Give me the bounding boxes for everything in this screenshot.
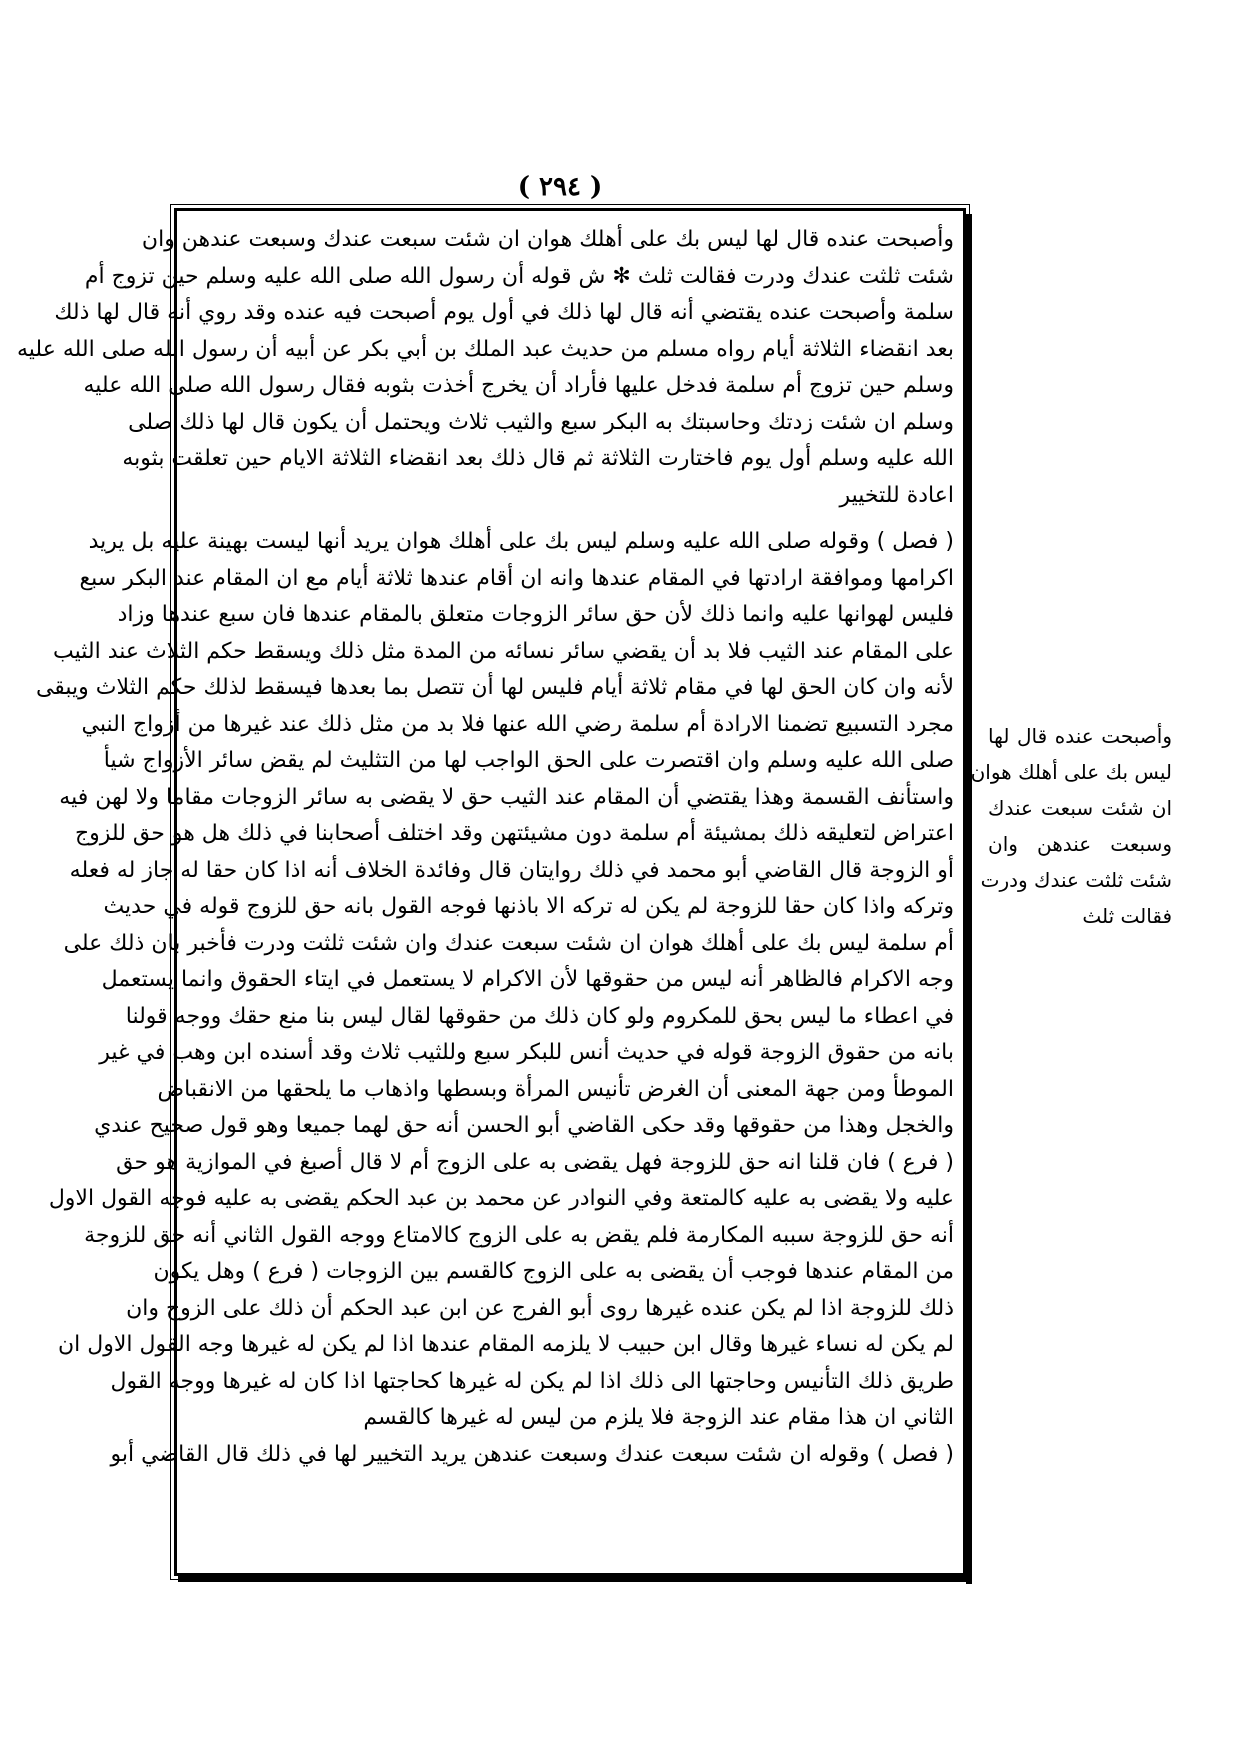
text-line: والخجل وهذا من حقوقها وقد حكى القاضي أبو الحسن أنه حق لهما جميعا وهو قول صحيح عندي [94, 1113, 954, 1138]
text-line: اعادة للتخيير [839, 482, 954, 508]
text-line: ( فرع ) فان قلنا انه حق للزوجة فهل يقضى به على الزوج أم لا قال أصبغ في الموازية هو حق [116, 1149, 954, 1175]
text-line: اعتراض لتعليقه ذلك بمشيئة أم سلمة دون مشيئتهن وقد اختلف أصحابنا في ذلك هل هو حق للزوج [74, 821, 954, 846]
text-line: وسلم حين تزوج أم سلمة فدخل عليها فأراد أن يخرج أخذت بثوبه فقال رسول الله صلى الله عليه [83, 373, 954, 398]
text-line: أنه حق للزوجة سببه المكارمة فلم يقض به على الزوج كالامتاع ووجه القول الثاني أنه حق للزوجة [84, 1222, 954, 1248]
text-line: الله عليه وسلم أول يوم فاختارت الثلاثة ثم قال ذلك بعد انقضاء الثلاثة الايام حين تعلقت بثوبه [122, 446, 954, 471]
text-line: وجه الاكرام فالظاهر أنه ليس من حقوقها لأن الاكرام لا يستعمل في ايتاء الحقوق وانما يستعمل [101, 967, 954, 992]
margin-line: وسبعت عندهن وان [988, 832, 1172, 856]
text-line: اكرامها وموافقة ارادتها في المقام عندها وانه ان أقام عندها ثلاثة أيام مع ان المقام عند البكر سبع [79, 565, 954, 591]
text-line: ذلك للزوجة اذا لم يكن عنده غيرها روى أبو الفرج عن ابن عبد الحكم أن ذلك على الزوج وان [126, 1295, 954, 1321]
text-line: أم سلمة ليس بك على أهلك هوان ان شئت سبعت عندك وان شئت ثلثت ودرت فأخبر بان ذلك على [63, 930, 954, 956]
text-line: وأصبحت عنده قال لها ليس بك على أهلك هوان ان شئت سبعت عندك وسبعت عندهن وان [141, 227, 954, 252]
text-line: صلى الله عليه وسلم وان اقتصرت على الحق الواجب لها من التثليث لم يقض سائر الأزواج شيأ [103, 748, 954, 773]
text-line: لأنه وان كان الحق لها في مقام ثلاثة أيام فليس لها أن تتصل بما بعدها فيسقط لذلك حكم الثلاث ويبقى [35, 675, 954, 700]
text-line: من المقام عندها فوجب أن يقضى به على الزوج كالقسم بين الزوجات ( فرع ) وهل يكون [153, 1259, 954, 1284]
text-line: بانه من حقوق الزوجة قوله في حديث أنس للبكر سبع وللثيب ثلاث وقد أسنده ابن وهب في غير [99, 1040, 954, 1065]
text-line: شئت ثلثت عندك ودرت فقالت ثلث ✻ ش قوله أن رسول الله صلى الله عليه وسلم حين تزوج أم [84, 263, 954, 289]
text-line: الثاني ان هذا مقام عند الزوجة فلا يلزم من ليس له غيرها كالقسم [363, 1405, 954, 1430]
text-line: في اعطاء ما ليس بحق للمكروم ولو كان ذلك من حقوقها لقال ليس بنا منع حقك ووجه قولنا [125, 1003, 954, 1029]
margin-line: شئت ثلثت عندك ودرت [980, 868, 1172, 892]
commentary-block-2 [35, 524, 954, 1437]
paragraph-gap [186, 514, 954, 524]
text-line: لم يكن له نساء غيرها وقال ابن حبيب لا يلزمه المقام عندها اذا لم يكن له غيرها وجه القول الاول ان [58, 1332, 954, 1357]
text-line: سلمة وأصبحت عنده يقتضي أنه قال لها ذلك في أول يوم أصبحت فيه عنده وقد روي أنه قال لها ذلك [54, 300, 954, 325]
text-line: وتركه واذا كان حقا للزوجة لم يكن له تركه الا باذنها فوجه القول بانه حق للزوج قوله في حديث [103, 894, 954, 919]
text-line: فليس لهوانها عليه وانما ذلك لأن حق سائر الزوجات متعلق بالمقام عندها فان سبع عندها وزاد [117, 602, 954, 627]
margin-line: ان شئت سبعت عندك [988, 796, 1172, 820]
frame-shadow-bottom [178, 1576, 972, 1582]
frame-shadow-right [966, 214, 972, 1584]
text-line: طريق ذلك التأنيس وحاجتها الى ذلك اذا لم يكن له غيرها كحاجتها اذا كان له غيرها ووجه القول [110, 1368, 954, 1394]
main-text-body [17, 222, 954, 1473]
text-line: وسلم ان شئت زدتك وحاسبتك به البكر سبع والثيب ثلاث ويحتمل أن يكون قال لها ذلك صلى [128, 409, 954, 435]
margin-line: وأصبحت عنده قال لها [988, 724, 1172, 748]
margin-line: ليس بك على أهلك هوان [970, 760, 1172, 784]
text-line: ( فصل ) وقوله صلى الله عليه وسلم ليس بك على أهلك هوان يريد أنها ليست بهينة عليه بل يريد [88, 529, 954, 554]
commentary-block-1 [17, 222, 954, 514]
commentary-block-3 [110, 1437, 954, 1474]
text-line: عليه ولا يقضى به عليه كالمتعة وفي النوادر عن محمد بن عبد الحكم يقضى به عليه فوجه القول الاول [48, 1186, 954, 1211]
text-line: واستأنف القسمة وهذا يقتضي أن المقام عند الثيب حق لا يقضى به سائر الزوجات مقاما ولا لهن فيه [59, 784, 954, 810]
text-line: أو الزوجة قال القاضي أبو محمد في ذلك روايتان قال وفائدة الخلاف أنه اذا كان حقا له جاز له فعله [69, 857, 954, 883]
text-line: الموطأ ومن جهة المعنى أن الغرض تأنيس المرأة وبسطها واذهاب ما يلحقها من الانقباض [157, 1076, 954, 1102]
margin-line: فقالت ثلث [1082, 904, 1172, 928]
text-line: على المقام عند الثيب فلا بد أن يقضي سائر نسائه من المدة مثل ذلك ويسقط حكم الثلاث عند الثيب [53, 638, 954, 664]
text-line: بعد انقضاء الثلاثة أيام رواه مسلم من حديث عبد الملك بن أبي بكر عن أبيه أن رسول الله صلى الله عليه [17, 336, 954, 362]
margin-hadith-text [970, 718, 1172, 934]
page-number: ( ٢٩٤ ) [517, 172, 603, 202]
text-line: مجرد التسبيع تضمنا الارادة أم سلمة رضي الله عنها فلا بد من مثل ذلك عند غيرها من أزواج النبي [81, 711, 954, 737]
text-line: ( فصل ) وقوله ان شئت سبعت عندك وسبعت عندهن يريد التخيير لها في ذلك قال القاضي أبو [110, 1441, 954, 1467]
